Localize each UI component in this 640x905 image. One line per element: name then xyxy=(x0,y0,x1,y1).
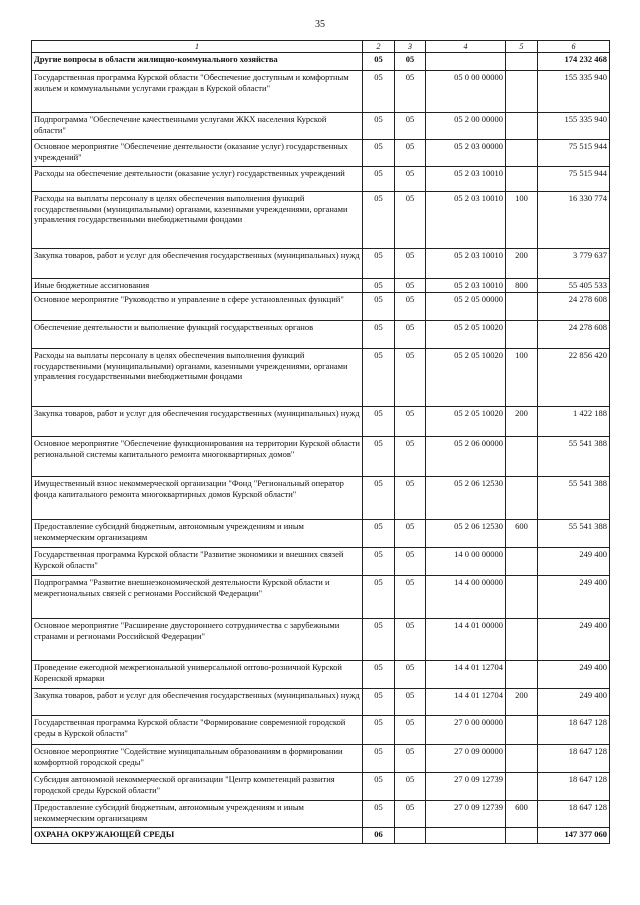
cell-expense-type xyxy=(506,71,538,113)
cell-target-article: 27 0 09 00000 xyxy=(426,745,506,773)
cell-target-article xyxy=(426,53,506,71)
cell-name: ОХРАНА ОКРУЖАЮЩЕЙ СРЕДЫ xyxy=(32,828,363,844)
cell-name: Подпрограмма "Обеспечение качественными услугами ЖКХ населения Курской области" xyxy=(32,113,363,140)
table-row xyxy=(32,407,610,437)
header-expense-type: 5 xyxy=(506,41,538,53)
cell-amount: 75 515 944 xyxy=(538,140,610,167)
cell-name: Государственная программа Курской области "Развитие экономики и внешних связей Курской области" xyxy=(32,548,363,576)
cell-subsection: 05 xyxy=(395,520,426,548)
cell-expense-type xyxy=(506,293,538,321)
cell-section: 05 xyxy=(363,689,395,716)
table-row xyxy=(32,801,610,828)
cell-subsection: 05 xyxy=(395,293,426,321)
cell-amount: 1 422 188 xyxy=(538,407,610,437)
cell-amount: 249 400 xyxy=(538,661,610,689)
cell-subsection: 05 xyxy=(395,279,426,293)
cell-name: Закупка товаров, работ и услуг для обеспечения государственных (муниципальных) нужд xyxy=(32,407,363,437)
cell-amount: 22 856 420 xyxy=(538,349,610,407)
cell-section: 05 xyxy=(363,53,395,71)
cell-expense-type xyxy=(506,113,538,140)
cell-amount: 3 779 637 xyxy=(538,249,610,279)
cell-subsection: 05 xyxy=(395,349,426,407)
table-row xyxy=(32,773,610,801)
cell-name: Государственная программа Курской области "Формирование современной городской среды в Курской области" xyxy=(32,716,363,745)
cell-name: Расходы на выплаты персоналу в целях обеспечения выполнения функций государственными (муниципальными) органами, казенными учреждениями, органами управления государственными внебюджетными фондами xyxy=(32,192,363,249)
cell-expense-type xyxy=(506,548,538,576)
cell-subsection: 05 xyxy=(395,437,426,477)
cell-section: 05 xyxy=(363,192,395,249)
cell-target-article: 05 2 03 10010 xyxy=(426,279,506,293)
cell-section: 05 xyxy=(363,293,395,321)
cell-name: Обеспечение деятельности и выполнение функций государственных органов xyxy=(32,321,363,349)
cell-amount: 155 335 940 xyxy=(538,113,610,140)
cell-subsection: 05 xyxy=(395,407,426,437)
cell-target-article: 05 2 06 12530 xyxy=(426,520,506,548)
cell-subsection: 05 xyxy=(395,619,426,661)
cell-expense-type xyxy=(506,140,538,167)
cell-name: Иные бюджетные ассигнования xyxy=(32,279,363,293)
cell-subsection: 05 xyxy=(395,716,426,745)
table-row xyxy=(32,279,610,293)
table-row xyxy=(32,548,610,576)
header-amount: 6 xyxy=(538,41,610,53)
cell-expense-type xyxy=(506,53,538,71)
cell-amount: 249 400 xyxy=(538,619,610,661)
cell-subsection: 05 xyxy=(395,548,426,576)
table-row xyxy=(32,437,610,477)
table-row xyxy=(32,321,610,349)
cell-name: Предоставление субсидий бюджетным, автономным учреждениям и иным некоммерческим организациям xyxy=(32,801,363,828)
cell-section: 05 xyxy=(363,716,395,745)
cell-expense-type xyxy=(506,437,538,477)
cell-section: 05 xyxy=(363,279,395,293)
cell-subsection: 05 xyxy=(395,661,426,689)
cell-expense-type xyxy=(506,828,538,844)
cell-amount: 16 330 774 xyxy=(538,192,610,249)
cell-amount: 174 232 468 xyxy=(538,53,610,71)
cell-subsection: 05 xyxy=(395,745,426,773)
budget-table xyxy=(31,40,610,844)
table-row xyxy=(32,293,610,321)
cell-subsection: 05 xyxy=(395,321,426,349)
cell-expense-type xyxy=(506,745,538,773)
cell-target-article: 05 0 00 00000 xyxy=(426,71,506,113)
cell-subsection: 05 xyxy=(395,167,426,192)
cell-section: 05 xyxy=(363,167,395,192)
cell-subsection: 05 xyxy=(395,576,426,619)
table-row xyxy=(32,53,610,71)
cell-amount: 55 541 388 xyxy=(538,520,610,548)
cell-target-article: 05 2 03 10010 xyxy=(426,167,506,192)
cell-amount: 24 278 608 xyxy=(538,321,610,349)
cell-amount: 249 400 xyxy=(538,548,610,576)
cell-amount: 75 515 944 xyxy=(538,167,610,192)
cell-section: 05 xyxy=(363,437,395,477)
cell-expense-type xyxy=(506,167,538,192)
cell-expense-type: 800 xyxy=(506,279,538,293)
cell-name: Подпрограмма "Развитие внешнеэкономической деятельности Курской области и межрегиональных связей с регионами Российской Федерации" xyxy=(32,576,363,619)
cell-subsection xyxy=(395,828,426,844)
cell-amount: 55 541 388 xyxy=(538,437,610,477)
cell-amount: 24 278 608 xyxy=(538,293,610,321)
cell-target-article: 05 2 03 00000 xyxy=(426,140,506,167)
table-row xyxy=(32,716,610,745)
cell-section: 05 xyxy=(363,661,395,689)
cell-target-article: 05 2 05 00000 xyxy=(426,293,506,321)
cell-target-article: 05 2 00 00000 xyxy=(426,113,506,140)
cell-section: 05 xyxy=(363,113,395,140)
cell-name: Основное мероприятие "Содействие муниципальным образованиям в формировании комфортной городской среды" xyxy=(32,745,363,773)
cell-expense-type xyxy=(506,576,538,619)
cell-section: 05 xyxy=(363,349,395,407)
cell-amount: 18 647 128 xyxy=(538,773,610,801)
cell-subsection: 05 xyxy=(395,801,426,828)
cell-expense-type: 200 xyxy=(506,689,538,716)
cell-target-article: 27 0 09 12739 xyxy=(426,801,506,828)
cell-name: Закупка товаров, работ и услуг для обеспечения государственных (муниципальных) нужд xyxy=(32,689,363,716)
cell-subsection: 05 xyxy=(395,71,426,113)
table-row xyxy=(32,113,610,140)
cell-target-article: 14 4 01 12704 xyxy=(426,661,506,689)
cell-amount: 18 647 128 xyxy=(538,716,610,745)
cell-subsection: 05 xyxy=(395,773,426,801)
cell-expense-type xyxy=(506,321,538,349)
header-section: 2 xyxy=(363,41,395,53)
cell-section: 05 xyxy=(363,773,395,801)
cell-target-article: 05 2 06 00000 xyxy=(426,437,506,477)
table-row xyxy=(32,661,610,689)
cell-amount: 55 405 533 xyxy=(538,279,610,293)
cell-expense-type: 100 xyxy=(506,349,538,407)
table-row xyxy=(32,477,610,520)
cell-expense-type: 600 xyxy=(506,801,538,828)
cell-section: 05 xyxy=(363,321,395,349)
cell-subsection: 05 xyxy=(395,53,426,71)
cell-subsection: 05 xyxy=(395,249,426,279)
cell-name: Основное мероприятие "Обеспечение деятельности (оказание услуг) государственных учреждений" xyxy=(32,140,363,167)
cell-target-article: 05 2 05 10020 xyxy=(426,321,506,349)
cell-subsection: 05 xyxy=(395,192,426,249)
header-subsection: 3 xyxy=(395,41,426,53)
cell-name: Расходы на выплаты персоналу в целях обеспечения выполнения функций государственными (муниципальными) органами, казенными учреждениями, органами управления государственными внебюджетными фондами xyxy=(32,349,363,407)
cell-subsection: 05 xyxy=(395,477,426,520)
cell-expense-type xyxy=(506,773,538,801)
cell-name: Закупка товаров, работ и услуг для обеспечения государственных (муниципальных) нужд xyxy=(32,249,363,279)
cell-target-article: 14 0 00 00000 xyxy=(426,548,506,576)
cell-expense-type: 100 xyxy=(506,192,538,249)
cell-target-article: 05 2 05 10020 xyxy=(426,407,506,437)
cell-name: Расходы на обеспечение деятельности (оказание услуг) государственных учреждений xyxy=(32,167,363,192)
cell-expense-type: 600 xyxy=(506,520,538,548)
cell-section: 05 xyxy=(363,576,395,619)
table-row xyxy=(32,576,610,619)
cell-section: 05 xyxy=(363,249,395,279)
cell-section: 05 xyxy=(363,407,395,437)
cell-subsection: 05 xyxy=(395,113,426,140)
cell-target-article: 27 0 09 12739 xyxy=(426,773,506,801)
cell-section: 05 xyxy=(363,140,395,167)
cell-target-article: 14 4 01 12704 xyxy=(426,689,506,716)
cell-name: Государственная программа Курской области "Обеспечение доступным и комфортным жильем и коммунальными услугами граждан в Курской области" xyxy=(32,71,363,113)
cell-name: Имущественный взнос некоммерческой организации "Фонд "Региональный оператор фонда капитального ремонта многоквартирных домов Курской области" xyxy=(32,477,363,520)
table-row xyxy=(32,689,610,716)
cell-amount: 147 377 060 xyxy=(538,828,610,844)
cell-amount: 155 335 940 xyxy=(538,71,610,113)
cell-expense-type: 200 xyxy=(506,407,538,437)
cell-section: 05 xyxy=(363,745,395,773)
cell-name: Субсидия автономной некоммерческой организации "Центр компетенций развития городской среды Курской области" xyxy=(32,773,363,801)
cell-section: 06 xyxy=(363,828,395,844)
cell-name: Другие вопросы в области жилищно-коммунального хозяйства xyxy=(32,53,363,71)
cell-name: Проведение ежегодной межрегиональной универсальной оптово-розничной Курской Коренской ярмарки xyxy=(32,661,363,689)
header-target-article: 4 xyxy=(426,41,506,53)
header-name: 1 xyxy=(32,41,363,53)
cell-expense-type: 200 xyxy=(506,249,538,279)
cell-name: Предоставление субсидий бюджетным, автономным учреждениям и иным некоммерческим организациям xyxy=(32,520,363,548)
cell-amount: 18 647 128 xyxy=(538,745,610,773)
cell-target-article: 05 2 03 10010 xyxy=(426,192,506,249)
cell-subsection: 05 xyxy=(395,689,426,716)
table-row xyxy=(32,140,610,167)
cell-section: 05 xyxy=(363,520,395,548)
cell-section: 05 xyxy=(363,801,395,828)
table-row xyxy=(32,71,610,113)
table-row xyxy=(32,520,610,548)
cell-target-article: 05 2 06 12530 xyxy=(426,477,506,520)
cell-target-article: 14 4 01 00000 xyxy=(426,619,506,661)
cell-name: Основное мероприятие "Обеспечение функционирования на территории Курской области региональной системы капитального ремонта многоквартирных домов" xyxy=(32,437,363,477)
table-row xyxy=(32,619,610,661)
cell-subsection: 05 xyxy=(395,140,426,167)
table-row xyxy=(32,828,610,844)
cell-expense-type xyxy=(506,477,538,520)
cell-name: Основное мероприятие "Руководство и управление в сфере установленных функций" xyxy=(32,293,363,321)
cell-target-article: 27 0 00 00000 xyxy=(426,716,506,745)
table-row xyxy=(32,745,610,773)
cell-target-article: 05 2 05 10020 xyxy=(426,349,506,407)
page-number: 35 xyxy=(315,19,325,30)
table-row xyxy=(32,349,610,407)
cell-expense-type xyxy=(506,661,538,689)
cell-amount: 18 647 128 xyxy=(538,801,610,828)
cell-section: 05 xyxy=(363,477,395,520)
cell-expense-type xyxy=(506,619,538,661)
cell-expense-type xyxy=(506,716,538,745)
table-row xyxy=(32,192,610,249)
table-row xyxy=(32,167,610,192)
cell-amount: 55 541 388 xyxy=(538,477,610,520)
table-row xyxy=(32,249,610,279)
cell-target-article xyxy=(426,828,506,844)
cell-section: 05 xyxy=(363,548,395,576)
cell-name: Основное мероприятие "Расширение двустороннего сотрудничества с зарубежными странами и регионами Российской Федерации" xyxy=(32,619,363,661)
header-row xyxy=(32,41,610,53)
cell-section: 05 xyxy=(363,619,395,661)
cell-target-article: 05 2 03 10010 xyxy=(426,249,506,279)
cell-section: 05 xyxy=(363,71,395,113)
cell-amount: 249 400 xyxy=(538,689,610,716)
cell-target-article: 14 4 00 00000 xyxy=(426,576,506,619)
cell-amount: 249 400 xyxy=(538,576,610,619)
